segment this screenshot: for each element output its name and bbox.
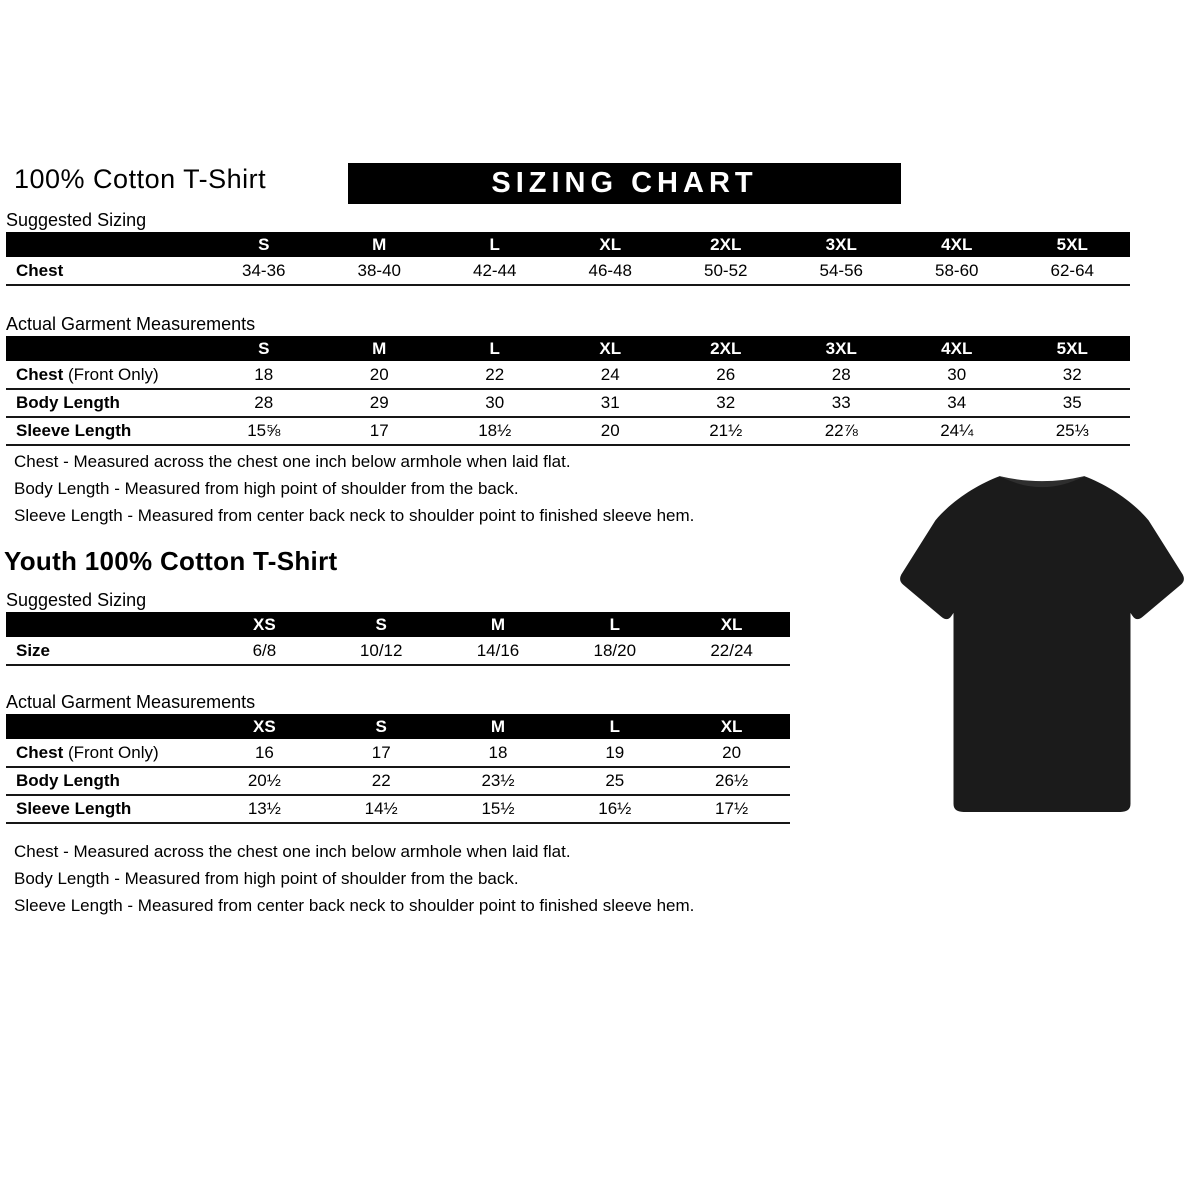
measurement-value: 24 [553,361,669,389]
adult-measurement-notes [14,452,694,533]
measurement-value: 18 [206,361,322,389]
table-row [6,361,1130,389]
size-column-header: 5XL [1015,336,1131,361]
table-header [6,232,1130,257]
youth-actual-measurements-label: Actual Garment Measurements [6,692,256,712]
table-row [6,767,790,795]
size-column-header: S [206,232,322,257]
size-column-header: M [322,232,438,257]
measurement-value: 6/8 [206,637,323,665]
adult-actual-measurements-label: Actual Garment Measurements [6,314,256,334]
measurement-value: 15⅝ [206,417,322,445]
tshirt-silhouette [900,476,1184,812]
size-column-header: M [440,714,557,739]
measurement-value: 26 [668,361,784,389]
measurement-value: 22⅞ [784,417,900,445]
size-column-header: M [440,612,557,637]
table-body [6,361,1130,445]
measurement-value: 28 [784,361,900,389]
size-column-header: XS [206,612,323,637]
youth-suggested-sizing-table [6,612,790,666]
note-body-length: Body Length - Measured from high point of shoulder from the back. [14,869,519,888]
measurement-value: 32 [1015,361,1131,389]
measurement-value: 24¼ [899,417,1015,445]
measurement-value: 22/24 [673,637,790,665]
table-row [6,795,790,823]
row-label: Size [6,637,206,665]
adult-actual-measurements-table [6,336,1130,446]
size-column-header: 3XL [784,336,900,361]
measurement-value: 30 [437,389,553,417]
youth-measurement-notes [14,842,694,923]
table-row [6,417,1130,445]
row-label: Chest (Front Only) [6,739,206,767]
measurement-value: 20 [553,417,669,445]
row-label: Body Length [6,389,206,417]
size-column-header: L [437,232,553,257]
measurement-value: 20½ [206,767,323,795]
table-row [6,637,790,665]
table-header [6,612,790,637]
measurement-value: 22 [437,361,553,389]
measurement-value: 46-48 [553,257,669,285]
measurement-value: 62-64 [1015,257,1131,285]
measurement-value: 34 [899,389,1015,417]
measurement-value: 23½ [440,767,557,795]
size-column-header: M [322,336,438,361]
youth-suggested-sizing-label: Suggested Sizing [6,590,147,610]
measurement-value: 26½ [673,767,790,795]
adult-suggested-sizing-table [6,232,1130,286]
measurement-value: 14/16 [440,637,557,665]
size-column-header: 5XL [1015,232,1131,257]
table-body [6,739,790,823]
size-column-header: XL [553,336,669,361]
measurement-value: 18½ [437,417,553,445]
measurement-value: 32 [668,389,784,417]
size-column-header: L [556,714,673,739]
measurement-value: 35 [1015,389,1131,417]
size-column-header: S [323,612,440,637]
measurement-value: 28 [206,389,322,417]
table-header [6,336,1130,361]
measurement-value: 38-40 [322,257,438,285]
corner-cell [6,714,206,739]
row-label: Chest (Front Only) [6,361,206,389]
table-body [6,637,790,665]
measurement-value: 34-36 [206,257,322,285]
measurement-value: 20 [322,361,438,389]
measurement-value: 58-60 [899,257,1015,285]
size-column-header: 3XL [784,232,900,257]
size-column-header: S [206,336,322,361]
measurement-value: 17 [323,739,440,767]
measurement-value: 19 [556,739,673,767]
measurement-value: 50-52 [668,257,784,285]
table-row [6,257,1130,285]
measurement-value: 17 [322,417,438,445]
header-row [6,714,790,739]
measurement-value: 16½ [556,795,673,823]
measurement-value: 54-56 [784,257,900,285]
table-row [6,739,790,767]
measurement-value: 21½ [668,417,784,445]
tshirt-image [891,458,1193,820]
measurement-value: 10/12 [323,637,440,665]
table-row [6,389,1130,417]
page-title: 100% Cotton T-Shirt [14,164,267,194]
measurement-value: 25⅓ [1015,417,1131,445]
row-label-suffix: (Front Only) [63,364,159,384]
measurement-value: 20 [673,739,790,767]
row-label: Body Length [6,767,206,795]
size-column-header: XL [673,612,790,637]
measurement-value: 31 [553,389,669,417]
row-label: Sleeve Length [6,417,206,445]
measurement-value: 13½ [206,795,323,823]
youth-section-title: Youth 100% Cotton T-Shirt [4,546,338,576]
note-chest: Chest - Measured across the chest one inch below armhole when laid flat. [14,452,571,471]
measurement-value: 17½ [673,795,790,823]
header-row [6,232,1130,257]
size-column-header: 4XL [899,232,1015,257]
sizing-chart-banner: SIZING CHART [348,163,901,204]
measurement-value: 22 [323,767,440,795]
table-header [6,714,790,739]
size-column-header: L [556,612,673,637]
measurement-value: 16 [206,739,323,767]
measurement-value: 33 [784,389,900,417]
measurement-value: 30 [899,361,1015,389]
row-label: Chest [6,257,206,285]
measurement-value: 18 [440,739,557,767]
note-sleeve-length: Sleeve Length - Measured from center back neck to shoulder point to finished sleeve hem. [14,506,695,525]
size-column-header: 2XL [668,336,784,361]
youth-actual-measurements-table [6,714,790,824]
measurement-value: 25 [556,767,673,795]
header-row [6,336,1130,361]
measurement-value: 15½ [440,795,557,823]
corner-cell [6,232,206,257]
size-column-header: S [323,714,440,739]
note-sleeve-length: Sleeve Length - Measured from center back neck to shoulder point to finished sleeve hem. [14,896,695,915]
adult-suggested-sizing-label: Suggested Sizing [6,210,147,230]
size-column-header: L [437,336,553,361]
size-column-header: XL [673,714,790,739]
measurement-value: 18/20 [556,637,673,665]
header-row [6,612,790,637]
table-body [6,257,1130,285]
measurement-value: 14½ [323,795,440,823]
row-label: Sleeve Length [6,795,206,823]
size-column-header: 4XL [899,336,1015,361]
note-chest: Chest - Measured across the chest one inch below armhole when laid flat. [14,842,571,861]
measurement-value: 29 [322,389,438,417]
row-label-suffix: (Front Only) [63,742,159,762]
corner-cell [6,612,206,637]
size-column-header: XL [553,232,669,257]
note-body-length: Body Length - Measured from high point of shoulder from the back. [14,479,519,498]
measurement-value: 42-44 [437,257,553,285]
size-column-header: XS [206,714,323,739]
size-column-header: 2XL [668,232,784,257]
corner-cell [6,336,206,361]
